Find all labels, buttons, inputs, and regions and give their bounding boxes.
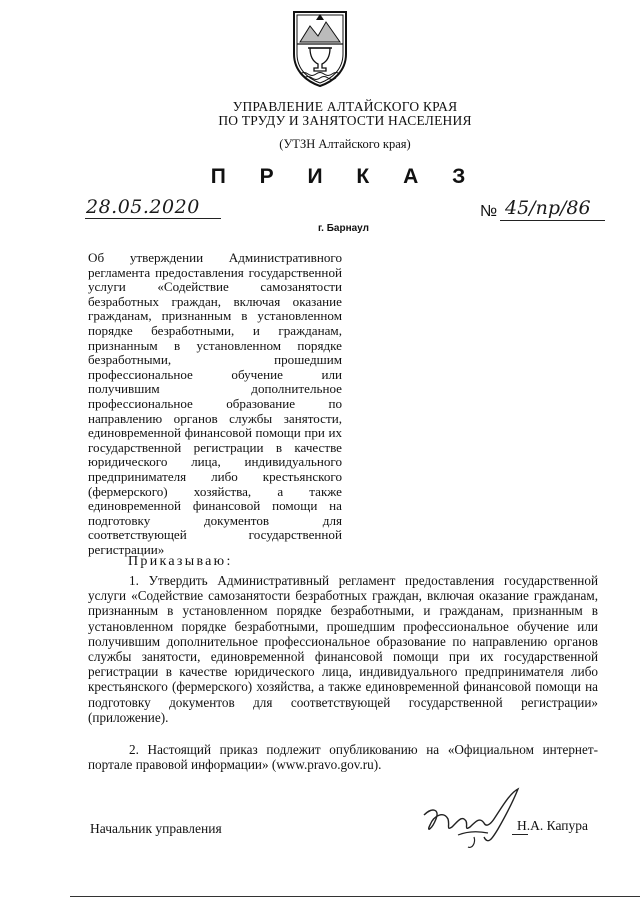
document-number: 45/пр/86: [505, 197, 591, 219]
number-underline: [500, 220, 605, 221]
paragraph-1: 1. Утвердить Административный регламент предоставления государственной услуги «Содействие самозанятости безработных граждан, включая оказание гражданам, признанным в установленном порядке безработными, и гражданам, признанным в установленном порядке безработными, прошедшим профессиональное обучение или получившим дополнительное профессиональное образование по направлению органов службы занятости, единовременной финансовой помощи при их государственной регистрации в качестве юридического лица, индивидуального предпринимателя либо крестьянского (фермерского) хозяйства, а также единовременной финансовой помощи на подготовку документов для соответствующей государственной регистрации» (приложение).: [88, 573, 598, 725]
organization-name-line1: УПРАВЛЕНИЕ АЛТАЙСКОГО КРАЯ: [232, 99, 458, 114]
signatory-name: Н.А. Капура: [517, 818, 588, 833]
date-underline: [85, 218, 221, 219]
document-type-title: П Р И К А З: [210, 165, 480, 188]
organization-abbreviation: (УТЗН Алтайского края): [279, 137, 411, 151]
handwritten-signature-icon: [418, 785, 528, 855]
document-date: 28.05.2020: [86, 196, 200, 218]
document-subject: Об утверждении Административного регламента предоставления государственной услуги «Содействие самозанятости безработных граждан, включая оказание гражданам, признанным в установленном порядке безработными, и гражданам, признанным в установленном порядке безработными, прошедшим профессиональное обучение или получившим дополнительное профессиональное образование по направлению органов службы занятости, единовременной финансовой помощи при их государственной регистрации в качестве юридического лица, индивидуального предпринимателя либо крестьянского (фермерского) хозяйства, а также единовременной финансовой помощи на подготовку документов для соответствующей государственной регистрации»: [88, 250, 342, 557]
coat-of-arms-icon: [288, 8, 352, 88]
order-word: Приказываю:: [128, 554, 233, 569]
bottom-rule: [70, 896, 640, 897]
paragraph-2: 2. Настоящий приказ подлежит опубликованию на «Официальном интернет-портале правовой информации» (www.pravo.gov.ru).: [88, 742, 598, 773]
number-label: №: [480, 203, 498, 220]
signature-underline: [512, 834, 528, 835]
signatory-position: Начальник управления: [90, 821, 222, 836]
city-label: г. Барнаул: [318, 223, 369, 234]
organization-name-line2: ПО ТРУДУ И ЗАНЯТОСТИ НАСЕЛЕНИЯ: [218, 113, 472, 128]
